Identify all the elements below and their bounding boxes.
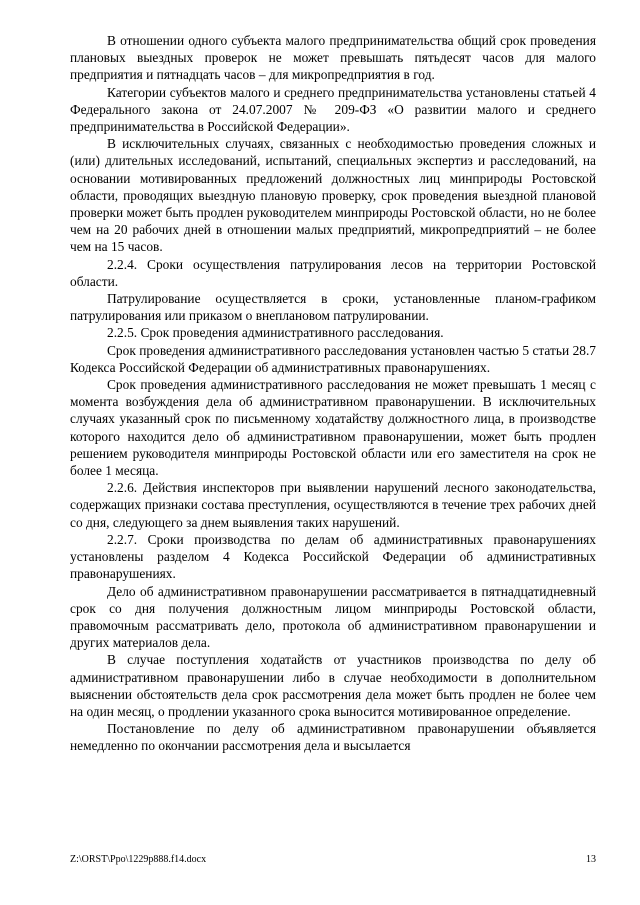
footer-file-path: Z:\ORST\Ppo\1229p888.f14.docx [70, 854, 207, 865]
paragraph-patrol-schedule: Патрулирование осуществляется в сроки, установленные планом-графиком патрулирования или приказом о внеплановом патрулировании. [70, 291, 596, 324]
section-heading-2-2-5: 2.2.5. Срок проведения административного расследования. [107, 325, 444, 341]
section-heading-2-2-7: 2.2.7. Сроки производства по делам об административных правонарушениях установлены разделом 4 Кодекса Российской Федерации об административных правонарушениях. [70, 531, 596, 582]
paragraph-investigation-limit: Срок проведения административного расследования не может превышать 1 месяц с момента возбуждения дела об административном правонарушении. В исключительных случаях указанный срок по письменному ходатайству должностного лица, в производстве которого находится дело об административном правонарушении, может быть продлен решением руководителя минприроды Ростовской области или его заместителя на срок не более 1 месяца. [70, 377, 596, 479]
section-heading-2-2-6: 2.2.6. Действия инспекторов при выявлении нарушений лесного законодательства, содержащих признаки состава преступления, осуществляются в течение трех рабочих дней со дня, следующего за днем выявления таких нарушений. [70, 480, 596, 530]
page-number: 13 [586, 854, 596, 865]
paragraph-investigation-term: Срок проведения административного расследования установлен частью 5 статьи 28.7 Кодекса Российской Федерации об административных правонарушениях. [70, 342, 596, 375]
section-heading-2-2-4: 2.2.4. Сроки осуществления патрулирования лесов на территории Ростовской области. [70, 256, 596, 289]
paragraph-extension-exceptional: В исключительных случаях, связанных с необходимостью проведения сложных и (или) длительных исследований, испытаний, специальных экспертиз и расследований, на основании мотивированных предложений должностных лиц минприроды Ростовской области, проводящих выездную плановую проверку, срок проведения выездной плановой проверки может быть продлен руководителем минприроды Ростовской области, но не более чем на 20 рабочих дней в отношении малых предприятий, микропредприятий – не более чем на 15 часов. [70, 136, 596, 255]
paragraph-case-review-period: Дело об административном правонарушении рассматривается в пятнадцатидневный срок со дня получения должностным лицом минприроды Ростовской области, правомочным рассматривать дело, протокола об административном правонарушении и других материалов дела. [70, 583, 596, 651]
paragraph-plan-inspection-hours: В отношении одного субъекта малого предпринимательства общий срок проведения плановых выездных проверок не может превышать пятьдесят часов для малого предприятия и пятнадцать часов – для микропредприятия в год. [70, 33, 596, 83]
paragraph-decision-announcement: Постановление по делу об административном правонарушении объявляется немедленно по окончании рассмотрения дела и высылается [70, 721, 596, 754]
paragraph-case-extension: В случае поступления ходатайств от участников производства по делу об административном правонарушении либо в случае необходимости в дополнительном выяснении обстоятельств дела срок рассмотрения дела может быть продлен не более чем на один месяц, о продлении указанного срока выносится мотивированное определение. [70, 652, 596, 719]
paragraph-sme-categories: Категории субъектов малого и среднего предпринимательства установлены статьей 4 Федерального закона от 24.07.2007 № 209-ФЗ «О развитии малого и среднего предпринимательства в Российской Федерации». [70, 84, 596, 135]
document-page [70, 32, 596, 755]
